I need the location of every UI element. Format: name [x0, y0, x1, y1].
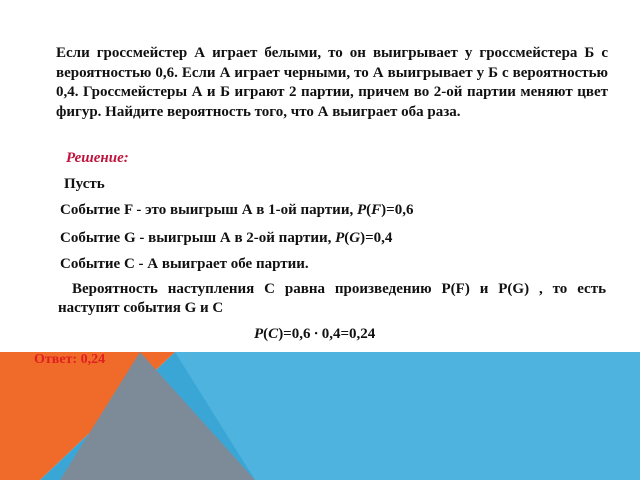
blue-light-band — [175, 352, 640, 480]
event-f-line — [60, 202, 413, 219]
event-f-value: )=0,6 — [381, 202, 414, 218]
event-g-text: Событие G - выигрыш А в 2-ой партии, — [60, 230, 336, 246]
event-f-text: Событие F - это выигрыш А в 1-ой партии, — [60, 202, 357, 218]
let-word: Пусть — [64, 176, 105, 192]
formula-var: C — [268, 326, 279, 342]
event-f-open: ( — [366, 202, 372, 218]
solution-label: Решение: — [66, 150, 129, 166]
formula-rest: )=0,6 ∙ 0,4=0,24 — [278, 326, 376, 342]
probability-text: Вероятность наступления С равна произведению P(F) и P(G) , то есть наступят события G и C — [58, 281, 606, 316]
event-g-value: )=0,4 — [360, 230, 393, 246]
formula-open: ( — [263, 326, 269, 342]
formula — [254, 326, 375, 343]
event-g-var: G — [349, 230, 361, 246]
answer: Ответ: 0,24 — [34, 352, 106, 367]
formula-p: P — [254, 326, 264, 342]
problem-statement: Если гроссмейстер А играет белыми, то он выигрывает у гроссмейстера Б с вероятностью 0,6. Если А играет черными, то А выигрывает у Б с вероятностью 0,4. Гроссмейстеры А и Б играют 2 партии, причем во 2-ой партии меняют цвет фигур. Найдите вероятность того, что А выиграет оба раза. — [56, 45, 608, 120]
event-g-line — [60, 230, 392, 247]
event-g-open: ( — [344, 230, 350, 246]
event-f-var: F — [371, 202, 382, 218]
event-c-line: Событие С - А выиграет обе партии. — [60, 256, 309, 272]
event-f-p: P — [356, 202, 367, 218]
event-g-p: P — [335, 230, 345, 246]
